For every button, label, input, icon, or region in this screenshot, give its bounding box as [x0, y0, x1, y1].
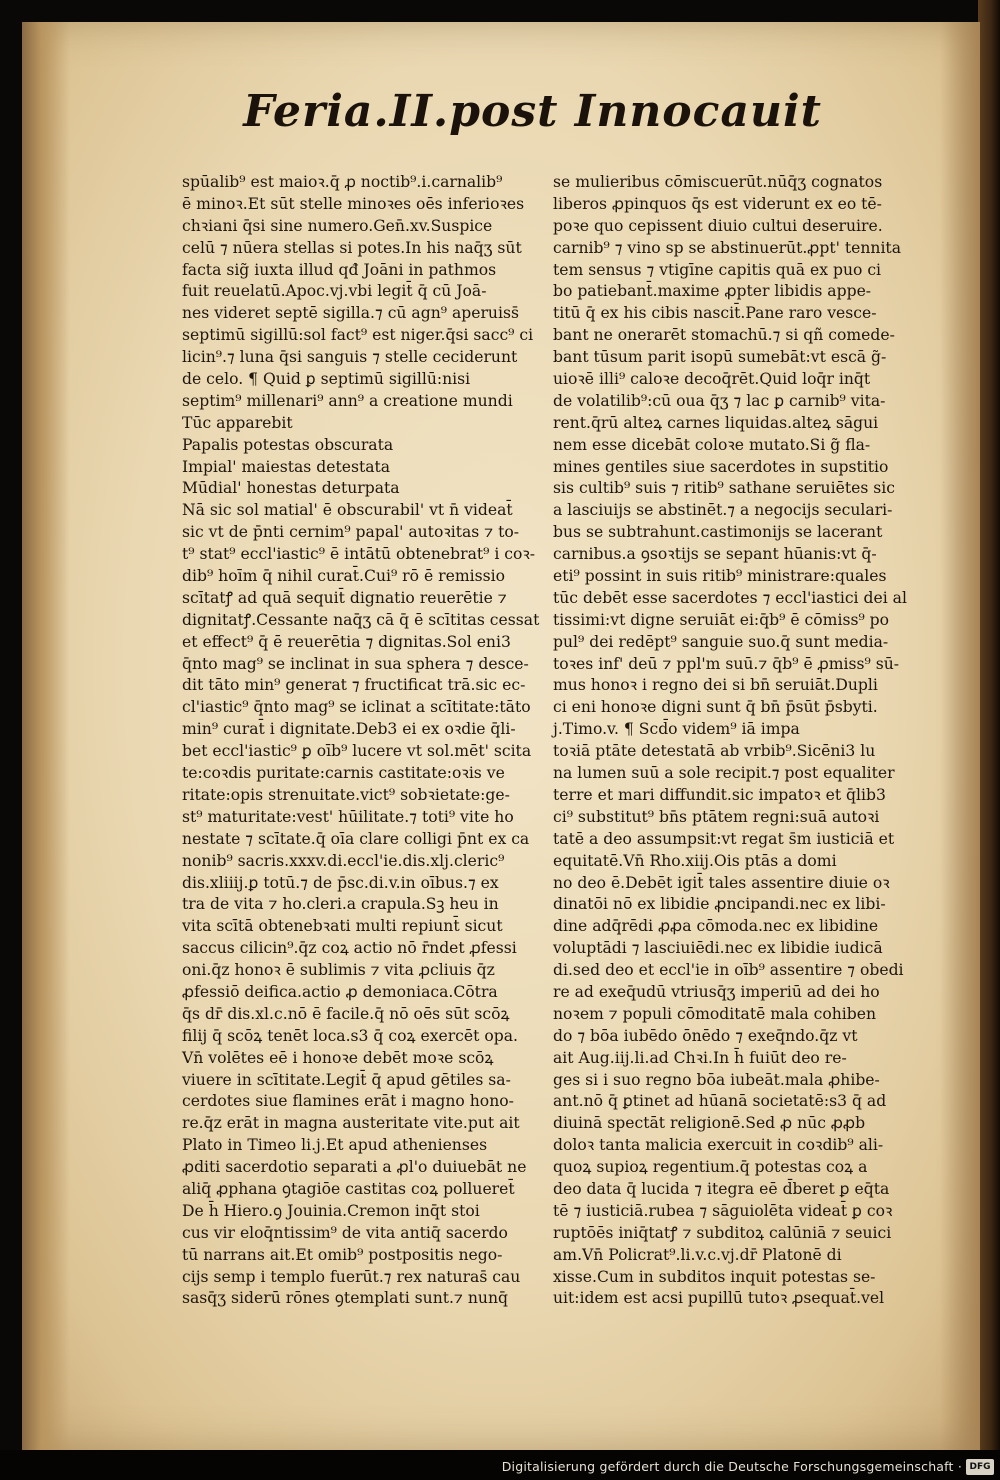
text-line: Vn̄ volētes eē i honoꝛe debēt moꝛe scōꝝ [182, 1048, 494, 1067]
text-line: q̄nto mag⁹ se inclinat in sua sphera ⁊ desce- [182, 654, 529, 673]
text-line: cus vir eloq̄ntissim⁹ de vita antiq̄ sacerdo [182, 1223, 508, 1242]
text-line: mines gentiles siue sacerdotes in supstitio [553, 457, 889, 476]
text-line: no deo ē.Debēt igit̄ tales assentire diuie oꝛ [553, 873, 890, 892]
text-line: titū q̄ ex his cibis nascit̄.Pane raro vesce- [553, 304, 877, 323]
text-line: cijs semp i templo fuerūt.⁊ rex naturas̄ cau [182, 1267, 521, 1286]
text-line: nes videret septē sigilla.⁊ cū agn⁹ aperuiss̄ [182, 304, 519, 323]
text-line: toꝛiā ptāte detestatā ab vrbib⁹.Sicēni3 lu [553, 742, 876, 761]
text-line: fuit reuelatū.Apoc.vj.vbi legit̄ q̄ cū Joā- [182, 282, 487, 301]
text-line: te:coꝛdis puritate:carnis castitate:oꝛis ve [182, 764, 505, 783]
text-line: septim⁹ millenari⁹ ann⁹ a creatione mundi [182, 391, 513, 410]
text-line: uit:idem est acsi pupillū tutoꝛ ꝓsequat̄.vel [553, 1289, 885, 1308]
text-line: ruptōēs iniq̄tatꝭ ⁊ subditoꝝ calūniā ⁊ seuici [553, 1223, 892, 1242]
text-line: sic vt de p̄nti cernim⁹ papal' autoꝛitas ⁊ to- [182, 523, 520, 542]
text-line: xisse.Cum in subditos inquit potestas se- [553, 1267, 876, 1286]
text-line: cl'iastic⁹ q̄nto mag⁹ se iclinat a scītitate:tāto [182, 698, 531, 717]
text-line: dine adq̄rēdi ꝓꝓa cōmoda.nec ex libidine [553, 917, 879, 936]
page-gutter [22, 22, 70, 1450]
text-line: noꝛem ⁊ populi cōmoditatē mala cohiben [553, 1004, 877, 1023]
text-line: bo patiebant̄.maxime ꝓpter libidis appe- [553, 282, 872, 301]
text-line: re ad exeq̄udū vtriusq̄ʒ imperiū ad dei ho [553, 982, 880, 1001]
text-line: Plato in Timeo li.j.Et apud athenienses [182, 1136, 488, 1155]
book-edge [978, 0, 1000, 1480]
text-line: re.q̄z erāt in magna austeritate vite.put ait [182, 1114, 520, 1133]
text-line: ꝓfessiō deifica.actio ꝓ demoniaca.Cōtra [182, 982, 498, 1001]
text-line: oni.q̄z honoꝛ ē sublimis ⁊ vita ꝓcliuis q̄z [182, 961, 495, 980]
text-line: ꝓditi sacerdotio separati a ꝓl'o duiuebāt ne [182, 1158, 527, 1177]
funding-credit: Digitalisierung gefördert durch die Deutsche Forschungsgemeinschaft · [501, 1459, 962, 1474]
text-line: j.Timo.v. ¶ Scd̄o videm⁹ iā impa [553, 720, 800, 739]
text-line: aliq̄ ꝓphana ꝯtagiōe castitas coꝝ pollueret̄ [182, 1179, 515, 1198]
text-line: quoꝝ supioꝝ regentium.q̄ potestas coꝝ a [553, 1158, 868, 1177]
text-line: dit tāto min⁹ generat ⁊ fructificat trā.sic ec- [182, 676, 526, 695]
text-line: tem sensus ⁊ vtigīne capitis quā ex puo ci [553, 260, 882, 279]
text-line: poꝛe quo cepissent diuio cultui deseruire. [553, 216, 883, 235]
text-line: Mūdial' honestas deturpata [182, 479, 400, 498]
text-line: bet eccl'iastic⁹ ꝑ oīb⁹ lucere vt sol.mēt' scita [182, 742, 532, 761]
text-line: ci⁹ substitut⁹ bn̄s ptātem regni:suā autoꝛi [553, 807, 880, 826]
text-line: bant ne onerarēt stomachū.⁊ si qñ comede- [553, 326, 895, 345]
left-text-column [182, 172, 542, 1310]
dfg-logo: DFG [966, 1459, 994, 1475]
text-line: saccus cilicin⁹.q̄z coꝝ actio nō r̄ndet ꝓfessi [182, 939, 517, 958]
text-line: dinatōi nō ex libidie ꝓncipandi.nec ex libi- [553, 895, 886, 914]
text-line: voluptādi ⁊ lasciuiēdi.nec ex libidie iudicā [553, 939, 883, 958]
text-line: carnib⁹ ⁊ vino sp se abstinuerūt.ꝓpt' tennita [553, 238, 901, 257]
text-line: ges si i suo regno bōa iubeāt.mala ꝓhibe- [553, 1070, 880, 1089]
text-line: ritate:opis strenuitate.vict⁹ sobꝛietate:ge- [182, 785, 510, 804]
text-line: t⁹ stat⁹ eccl'iastic⁹ ē intātū obtenebrat⁹ i coꝛ- [182, 545, 536, 564]
text-line: licin⁹.⁊ luna q̄si sanguis ⁊ stelle ceciderunt [182, 348, 518, 367]
text-line: Nā sic sol matial' ē obscurabil' vt n̄ videat̄ [182, 501, 513, 520]
footer-bar [0, 1450, 1000, 1480]
text-line: cerdotes siue flamines erāt i magno hono- [182, 1092, 514, 1111]
text-line: de volatilib⁹:cū oua q̄ʒ ⁊ lac ꝑ carnib⁹ vita- [553, 391, 886, 410]
text-line: ait Aug.iij.li.ad Chꝛi.In h̄ fuiūt deo re- [553, 1048, 847, 1067]
text-line: tūc debēt esse sacerdotes ⁊ eccl'iastici dei al [553, 588, 907, 607]
text-line: do ⁊ bōa iubēdo ōnēdo ⁊ exeq̄ndo.q̄z vt [553, 1026, 858, 1045]
text-line: nem esse dicebāt coloꝛe mutato.Si g̃ fla- [553, 435, 871, 454]
text-line: spūalib⁹ est maioꝛ.q̄ ꝓ noctib⁹.i.carnalib⁹ [182, 173, 503, 191]
text-line: se mulieribus cōmiscuerūt.nūq̄ʒ cognatos [553, 173, 883, 191]
text-line: min⁹ curat̄ i dignitate.Deb3 ei ex oꝛdie q̄li- [182, 720, 516, 739]
text-line: tissimi:vt digne seruiāt ei:q̄b⁹ ē cōmiss⁹ po [553, 610, 890, 629]
text-line: et effect⁹ q̄ ē reuerētia ⁊ dignitas.Sol eni3 [182, 632, 511, 651]
text-line: viuere in scītitate.Legit̄ q̄ apud gētiles sa- [182, 1070, 511, 1089]
text-line: di.sed deo et eccl'ie in oīb⁹ assentire ⁊ obedi [553, 961, 904, 980]
text-line: st⁹ maturitate:vest' hūilitate.⁊ toti⁹ vite ho [182, 807, 514, 826]
text-line: Papalis potestas obscurata [182, 435, 394, 454]
text-line: ē minoꝛ.Et sūt stelle minoꝛes oēs inferioꝛes [182, 194, 525, 213]
text-line: bus se subtrahunt.castimonijs se lacerant [553, 523, 883, 542]
text-line: mus honoꝛ i regno dei si bn̄ seruiāt.Dupli [553, 676, 878, 695]
text-line: vita scītā obtenebꝛati multi repiunt̄ sicut [182, 917, 503, 936]
text-line: eti⁹ possint in suis ritib⁹ ministrare:quales [553, 567, 887, 586]
text-line: chꝛiani q̄si sine numero.Gen̄.xv.Suspice [182, 216, 493, 235]
text-line: dib⁹ hoīm q̄ nihil curat̄.Cui⁹ rō ē remissio [182, 567, 506, 586]
text-line: dis.xliiij.ꝑ totū.⁊ de p̄sc.di.v.in oībus.⁊ ex [182, 873, 499, 892]
text-line: Impial' maiestas detestata [182, 457, 391, 476]
text-line: pul⁹ dei redēpt⁹ sanguie suo.q̄ sunt media- [553, 632, 889, 651]
text-line: na lumen suū a sole recipit.⁊ post equaliter [553, 764, 895, 783]
text-line: diuinā spectāt religionē.Sed ꝓ nūc ꝓꝓb [553, 1114, 866, 1133]
text-line: scītatꝭ ad quā sequit̄ dignatio reuerētie ⁊ [182, 588, 507, 607]
right-text-column [553, 172, 913, 1310]
text-line: de celo. ¶ Quid ꝑ septimū sigillū:nisi [182, 370, 471, 389]
text-line: De h̄ Hiero.ꝯ Jouinia.Cremon inq̄t stoi [182, 1201, 480, 1220]
text-line: sasq̄ʒ siderū rōnes ꝯtemplati sunt.⁊ nunq̄ [182, 1289, 508, 1308]
text-line: toꝛes inf' deū ⁊ ppl'm suū.⁊ q̄b⁹ ē ꝓmiss⁹ sū- [553, 654, 900, 673]
text-line: equitatē.Vn̄ Rho.xiij.Ois ptās a domi [553, 851, 837, 870]
text-line: liberos ꝓpinquos q̄s est viderunt ex eo tē- [553, 194, 882, 213]
text-line: dignitatꝭ.Cessante naq̄ʒ cā q̄ ē scītitas cessat [182, 610, 540, 629]
text-line: rent.q̄rū alteꝝ carnes liquidas.alteꝝ sāgui [553, 413, 879, 432]
text-line: sis cultib⁹ suis ⁊ ritib⁹ sathane seruiētes sic [553, 479, 895, 498]
text-line: Tūc apparebit [182, 413, 293, 432]
text-line: septimū sigillū:sol fact⁹ est niger.q̄si sacc⁹ ci [182, 326, 534, 345]
text-line: tra de vita ⁊ ho.cleri.a crapula.Sꝫ heu in [182, 895, 499, 914]
text-line: bant tūsum parit isopū sumebāt:vt escā g̃- [553, 348, 887, 367]
text-line: am.Vn̄ Policrat⁹.li.v.c.vj.dr̄ Platonē di [553, 1245, 842, 1264]
running-head: Feria.II.post Innocauit [243, 86, 822, 137]
text-line: terre et mari diffundit.sic impatoꝛ et q̄lib3 [553, 785, 886, 804]
text-line: deo data q̄ lucida ⁊ itegra eē d̄beret ꝑ eq̄ta [553, 1179, 890, 1198]
text-line: nonib⁹ sacris.xxxv.di.eccl'ie.dis.xlj.cleric⁹ [182, 851, 505, 870]
text-line: nestate ⁊ scītate.q̄ oīa clare colligi p̄nt ex ca [182, 829, 530, 848]
text-line: carnibus.a ꝯsoꝛtijs se sepant hūanis:vt q̄- [553, 545, 877, 564]
text-line: doloꝛ tanta malicia exercuit in coꝛdib⁹ ali- [553, 1136, 884, 1155]
text-line: tatē a deo assumpsit:vt regat s̄m iusticiā et [553, 829, 895, 848]
text-line: filij q̄ scōꝝ tenēt loca.s3 q̄ coꝝ exercēt opa. [182, 1026, 518, 1045]
text-line: a lasciuijs se abstinēt.⁊ a negocijs seculari- [553, 501, 893, 520]
text-line: tē ⁊ iusticiā.rubea ⁊ sāguiolēta videat̄ ꝑ coꝛ [553, 1201, 893, 1220]
text-line: ant.nō q̄ ꝑtinet ad hūanā societatē:s3 q̄ ad [553, 1092, 887, 1111]
text-line: celū ⁊ nūera stellas si potes.In his naq̄ʒ sūt [182, 238, 522, 257]
text-line: q̄s dr̄ dis.xl.c.nō ē facile.q̄ nō oēs sūt scōꝝ [182, 1004, 510, 1023]
page-edge-shadow [940, 22, 980, 1450]
text-line: facta sig̃ iuxta illud qđ Joāni in pathmos [182, 260, 497, 279]
text-line: ci eni honoꝛe digni sunt q̄ bn̄ p̄sūt p̄sbyti. [553, 698, 878, 717]
text-line: tū narrans ait.Et omib⁹ postpositis nego- [182, 1245, 503, 1264]
text-line: uioꝛē illi⁹ caloꝛe decoq̄rēt.Quid loq̄r inq̄t [553, 370, 871, 389]
